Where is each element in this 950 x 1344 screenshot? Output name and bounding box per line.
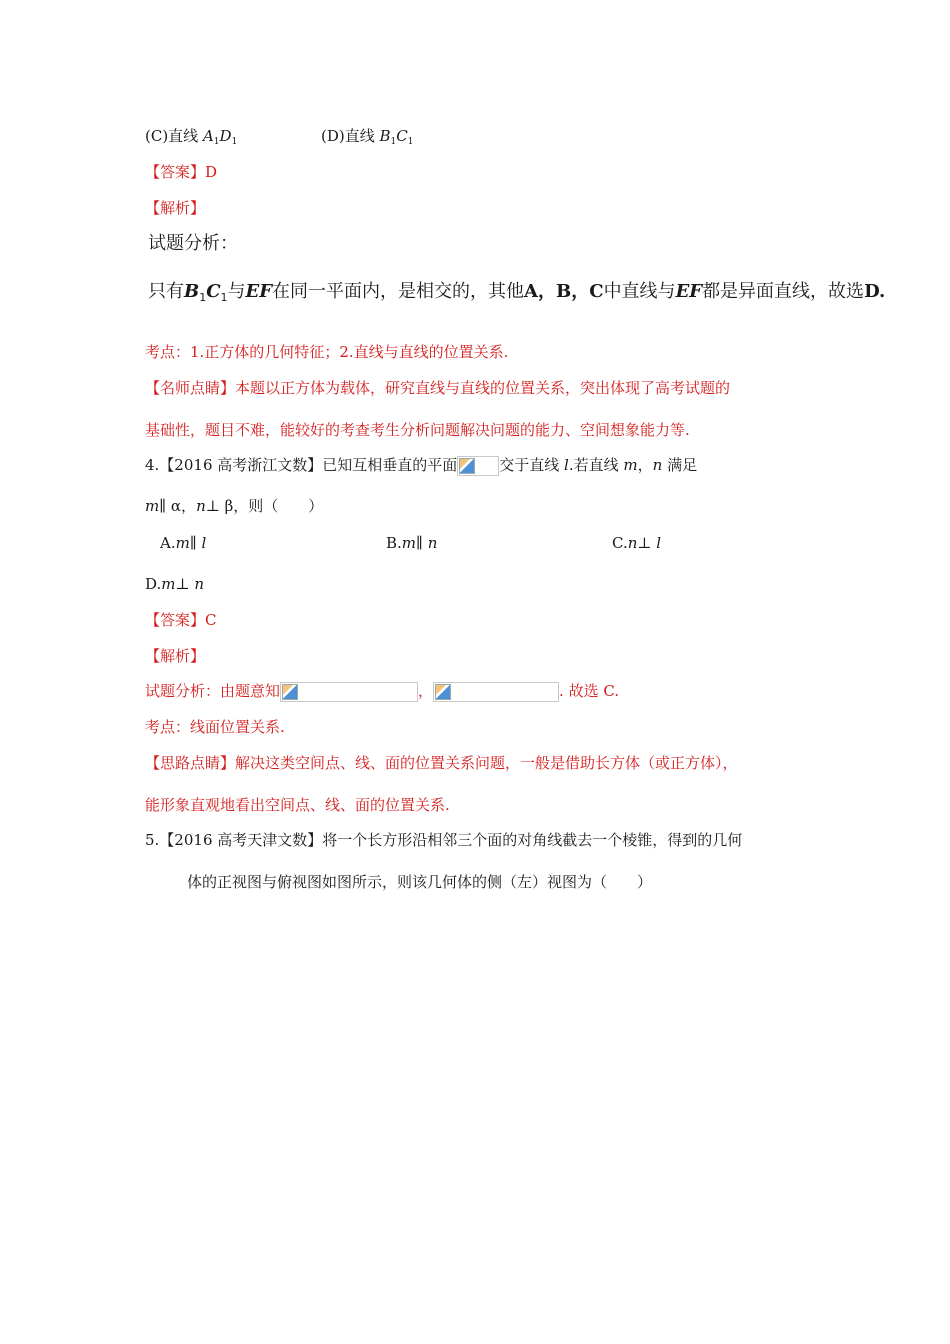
- broken-image-placeholder: [433, 682, 559, 702]
- q4-stem-line1: 4.【2016 高考浙江文数】已知互相垂直的平面 交于直线 l.若直线 m，n 满足: [145, 456, 698, 474]
- image-icon: [435, 684, 451, 700]
- image-icon: [282, 684, 298, 700]
- q3-answer: 【答案】D: [145, 163, 218, 181]
- q3-analysis-text: 只有$B_1C_1$与EF在同一平面内，是相交的，其他A，B，C中直线与EF都是异面直线，故选D.: [148, 281, 886, 304]
- q4-option-a: A.m∥ l: [160, 534, 207, 552]
- q3-kaodian: 考点：1.正方体的几何特征；2.直线与直线的位置关系.: [145, 343, 509, 361]
- q3-analysis-label: 【解析】: [145, 199, 206, 217]
- image-icon: [459, 458, 475, 474]
- q4-answer: 【答案】C: [145, 611, 217, 629]
- q4-option-b: B.m∥ n: [386, 534, 438, 552]
- q3-tip-line2: 基础性，题目不难，能较好的考查考生分析问题解决问题的能力、空间想象能力等.: [145, 421, 690, 439]
- q3-option-d: (D)直线 $B_1C_1$: [321, 127, 414, 147]
- q3-analysis-title: 试题分析：: [148, 233, 238, 254]
- q4-option-c: C.n⊥ l: [612, 534, 662, 552]
- q5-stem-line1: 5.【2016 高考天津文数】将一个长方形沿相邻三个面的对角线截去一个棱锥，得到的几何: [145, 831, 743, 849]
- broken-image-placeholder: [457, 456, 499, 476]
- q4-kaodian: 考点：线面位置关系.: [145, 718, 285, 736]
- q5-stem-line2: 体的正视图与俯视图如图所示，则该几何体的侧（左）视图为（ ）: [187, 873, 653, 891]
- q4-tip-line1: 【思路点睛】解决这类空间点、线、面的位置关系问题，一般是借助长方体（或正方体），: [145, 754, 738, 772]
- q4-stem-line2: m∥ α，n⊥ β，则（ ）: [145, 497, 324, 515]
- q3-tip-line1: 【名师点睛】本题以正方体为载体，研究直线与直线的位置关系，突出体现了高考试题的: [145, 379, 731, 397]
- q3-option-c: (C)直线 $A_1D_1$: [145, 127, 238, 147]
- q4-analysis-text: 试题分析：由题意知 ， . 故选 C.: [145, 682, 620, 700]
- q4-option-d: D.m⊥ n: [145, 575, 205, 593]
- q4-tip-line2: 能形象直观地看出空间点、线、面的位置关系.: [145, 796, 450, 814]
- q4-analysis-label: 【解析】: [145, 647, 206, 665]
- broken-image-placeholder: [280, 682, 418, 702]
